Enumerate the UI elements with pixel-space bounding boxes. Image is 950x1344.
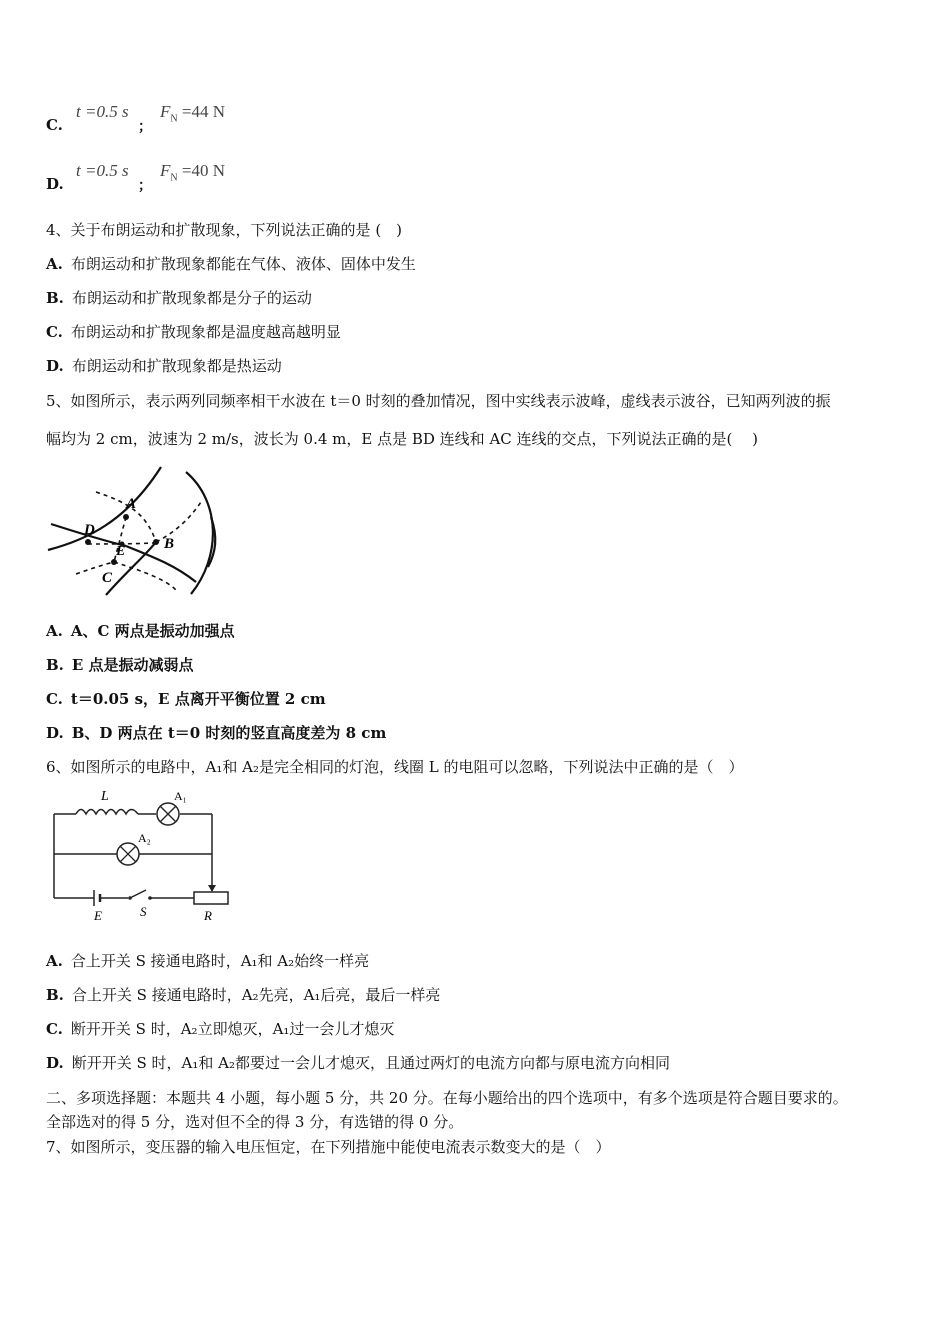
q6-option-b: B. 合上开关 S 接通电路时，A₂先亮，A₁后亮，最后一样亮 [46,986,441,1004]
formula-force-c: $F_N =44$ N [160,102,225,125]
point-c [111,559,117,565]
q7-stem: 7、如图所示，变压器的输入电压恒定，在下列措施中能使电流表示数变大的是（ ） [46,1138,611,1156]
label-l: L [101,789,109,804]
label-r: R [204,908,212,923]
q4-option-a: A. 布朗运动和扩散现象都能在气体、液体、固体中发生 [46,255,416,273]
q4-option-b: B. 布朗运动和扩散现象都是分子的运动 [46,289,312,307]
section2-header-line2: 全部选对的得 5 分，选对但不全的得 3 分，有选错的得 0 分。 [46,1113,464,1131]
label-a2: A₂ [138,831,151,845]
label-a1: A₁ [174,789,187,803]
section2-header-line1: 二、多项选择题：本题共 4 小题，每小题 5 分，共 20 分。在每小题给出的四个选项中，有多个选项是符合题目要求的。 [46,1089,848,1107]
prev-option-d [46,174,72,194]
q5-option-a: A. A、C 两点是振动加强点 [46,622,235,640]
formula-force-d: $F_N =40$ N [160,161,225,184]
option-label: D. [46,175,64,193]
q5-stem-line1: 5、如图所示，表示两列同频率相干水波在 t＝0 时刻的叠加情况，图中实线表示波峰，虚线表示波谷，已知两列波的振 [46,392,831,410]
q6-option-d: D. 断开开关 S 时，A₁和 A₂都要过一会儿才熄灭，且通过两灯的电流方向都与原电流方向相同 [46,1054,670,1072]
q4-option-c: C. 布朗运动和扩散现象都是温度越高越明显 [46,323,341,341]
crest-line [48,467,161,550]
q6-stem: 6、如图所示的电路中，A₁和 A₂是完全相同的灯泡，线圈 L 的电阻可以忽略，下列说法中正确的是（ ） [46,758,744,776]
q5-stem-line2: 幅均为 2 cm，波速为 2 m/s，波长为 0.4 m，E 点是 BD 连线和 AC 连线的交点，下列说法正确的是( ) [46,430,758,448]
point-b [153,539,159,545]
q4-option-d: D. 布朗运动和扩散现象都是热运动 [46,357,282,375]
label-a: A [126,496,137,512]
option-label: C. [46,116,63,134]
point-a [123,514,129,520]
q5-option-b: B. E 点是振动减弱点 [46,656,194,674]
label-c: C [102,570,113,586]
label-e: E [116,544,126,559]
q4-stem: 4、关于布朗运动和扩散现象，下列说法正确的是 ( ) [46,221,403,239]
label-e: E [94,908,102,923]
q6-option-c: C. 断开开关 S 时，A₂立即熄灭，A₁过一会儿才熄灭 [46,1020,395,1038]
crest-line [106,542,156,595]
crest-line [186,472,213,594]
rheostat [194,892,228,904]
q6-option-a: A. 合上开关 S 接通电路时，A₁和 A₂始终一样亮 [46,952,370,970]
separator: ； [138,178,152,194]
wave-interference-figure [46,462,221,600]
circuit-figure [46,786,236,926]
separator: ； [138,119,152,135]
formula-time-c: t =0.5 s [76,102,129,121]
q5-option-d: D. B、D 两点在 t＝0 时刻的竖直高度差为 8 cm [46,724,387,742]
formula-time-d: t =0.5 s [76,161,129,180]
prev-option-c [46,115,71,135]
trough-line [156,502,201,542]
rheostat-slider-arrow [208,885,216,892]
label-s: S [140,904,147,919]
inductor-coil [76,810,138,815]
q5-option-c: C. t＝0.05 s，E 点离开平衡位置 2 cm [46,690,326,708]
label-b: B [164,536,175,552]
label-d: D [84,522,95,538]
switch-lever [130,890,146,898]
point-d [85,539,91,545]
